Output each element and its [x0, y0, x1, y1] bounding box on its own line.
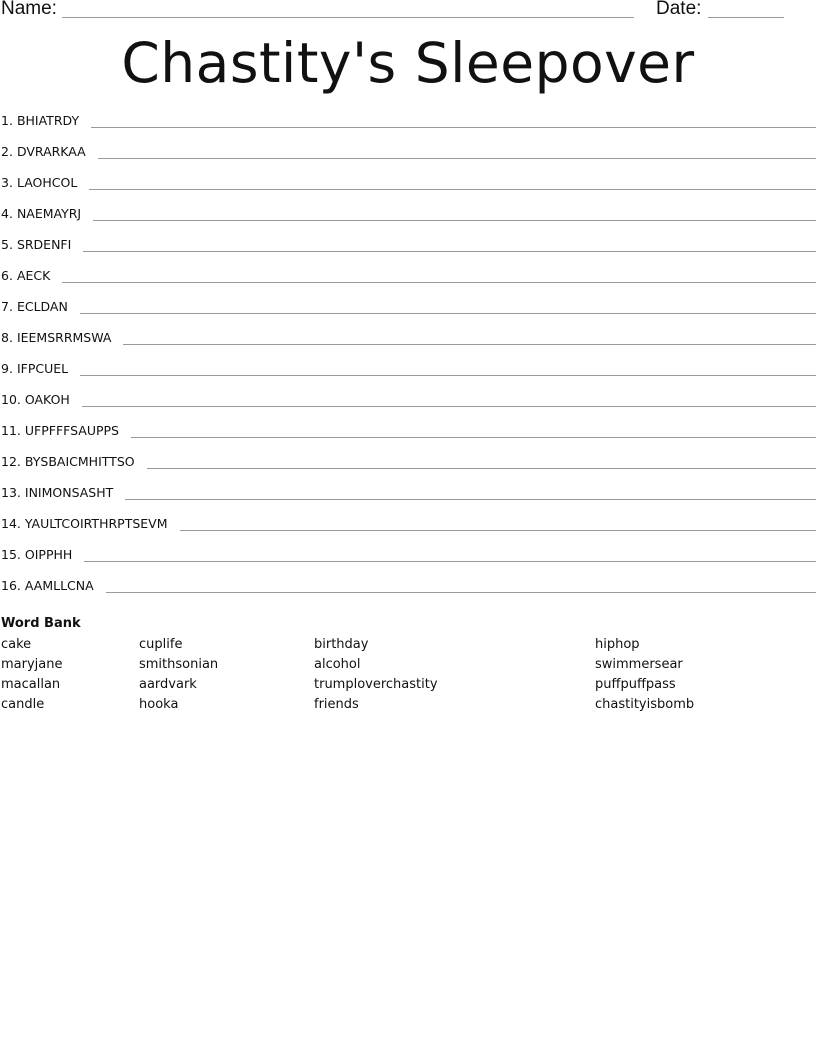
word-bank-word: maryjane	[1, 657, 63, 672]
answer-line[interactable]	[131, 437, 816, 438]
word-bank-word: candle	[1, 697, 45, 712]
puzzle-label	[0, 516, 168, 532]
puzzle-row	[0, 268, 816, 299]
puzzle-number: 15.	[1, 547, 21, 562]
puzzle-label	[0, 113, 79, 129]
word-bank-column	[1, 635, 62, 715]
word-bank-word: cuplife	[139, 637, 183, 652]
word-bank-title: Word Bank	[1, 616, 81, 631]
puzzle-label	[0, 237, 71, 253]
word-bank-word: friends	[314, 697, 359, 712]
puzzle-number: 1.	[1, 113, 13, 128]
scrambled-word: INIMONSASHT	[24, 485, 114, 500]
word-bank-column	[314, 635, 438, 715]
answer-line[interactable]	[80, 375, 816, 376]
puzzle-number: 3.	[1, 175, 13, 190]
answer-line[interactable]	[83, 251, 816, 252]
puzzle-number: 16.	[1, 578, 21, 593]
scrambled-word: UFPFFFSAUPPS	[24, 423, 119, 438]
puzzle-row	[0, 237, 816, 268]
puzzle-number: 4.	[1, 206, 13, 221]
puzzle-row	[0, 299, 816, 330]
word-bank-word: birthday	[314, 637, 369, 652]
answer-line[interactable]	[123, 344, 816, 345]
scrambled-word: ECLDAN	[16, 299, 68, 314]
puzzle-row	[0, 206, 816, 237]
word-bank-word: macallan	[1, 677, 61, 692]
puzzle-number: 8.	[1, 330, 13, 345]
puzzle-row	[0, 175, 816, 206]
scrambled-word: SRDENFI	[16, 237, 72, 252]
puzzle-row	[0, 454, 816, 485]
word-bank-grid	[0, 633, 816, 713]
answer-line[interactable]	[91, 127, 816, 128]
puzzle-number: 7.	[1, 299, 13, 314]
answer-line[interactable]	[125, 499, 816, 500]
puzzle-label	[0, 454, 135, 470]
puzzle-row	[0, 547, 816, 578]
answer-line[interactable]	[80, 313, 816, 314]
word-bank	[0, 615, 816, 713]
word-bank-word: cake	[1, 637, 32, 652]
scrambled-word: NAEMAYRJ	[16, 206, 82, 221]
scrambled-word: LAOHCOL	[16, 175, 78, 190]
word-bank-word: alcohol	[314, 657, 361, 672]
puzzle-label	[0, 206, 81, 222]
answer-line[interactable]	[180, 530, 816, 531]
word-bank-word: hooka	[139, 697, 179, 712]
puzzle-number: 11.	[1, 423, 21, 438]
puzzle-number: 2.	[1, 144, 13, 159]
puzzle-row	[0, 330, 816, 361]
puzzle-number: 5.	[1, 237, 13, 252]
puzzle-row	[0, 578, 816, 609]
scrambled-word: OAKOH	[24, 392, 70, 407]
answer-line[interactable]	[106, 592, 816, 593]
puzzle-row	[0, 144, 816, 175]
word-bank-word: puffpuffpass	[595, 677, 676, 692]
puzzle-row	[0, 392, 816, 423]
scrambled-word: AAMLLCNA	[24, 578, 94, 593]
scrambled-word: IFPCUEL	[16, 361, 69, 376]
puzzle-number: 12.	[1, 454, 21, 469]
puzzle-row	[0, 516, 816, 547]
puzzle-label	[0, 299, 68, 315]
puzzle-label	[0, 547, 72, 563]
puzzle-label	[0, 175, 77, 191]
word-bank-word: smithsonian	[139, 657, 219, 672]
scrambled-word: IEEMSRRMSWA	[16, 330, 112, 345]
scrambled-word: YAULTCOIRTHRPTSEVM	[24, 516, 168, 531]
puzzle-label	[0, 144, 86, 160]
puzzle-label	[0, 392, 70, 408]
scrambled-word: DVRARKAA	[16, 144, 86, 159]
date-field[interactable]	[708, 17, 784, 18]
scrambled-word: OIPPHH	[24, 547, 73, 562]
puzzle-label	[0, 330, 111, 346]
puzzle-number: 14.	[1, 516, 21, 531]
scrambled-word: AECK	[16, 268, 51, 283]
puzzle-row	[0, 423, 816, 454]
puzzle-number: 13.	[1, 485, 21, 500]
puzzle-label	[0, 361, 68, 377]
word-bank-word: aardvark	[139, 677, 197, 692]
puzzle-label	[0, 578, 94, 594]
name-date-header	[0, 0, 816, 24]
answer-line[interactable]	[147, 468, 816, 469]
word-bank-column	[139, 635, 218, 715]
name-label: Name:	[1, 0, 57, 19]
word-bank-word: trumploverchastity	[314, 677, 438, 692]
puzzle-row	[0, 361, 816, 392]
word-bank-word: chastityisbomb	[595, 697, 695, 712]
answer-line[interactable]	[82, 406, 816, 407]
puzzle-label	[0, 423, 119, 439]
page-title: Chastity's Sleepover	[121, 31, 695, 95]
word-bank-word: swimmersear	[595, 657, 683, 672]
scrambled-word: BYSBAICMHITTSO	[24, 454, 135, 469]
puzzle-number: 6.	[1, 268, 13, 283]
answer-line[interactable]	[84, 561, 816, 562]
name-field[interactable]	[62, 17, 634, 18]
puzzle-row	[0, 113, 816, 144]
word-bank-column	[595, 635, 694, 715]
answer-line[interactable]	[62, 282, 816, 283]
puzzle-number: 9.	[1, 361, 13, 376]
word-bank-word: hiphop	[595, 637, 640, 652]
puzzle-number: 10.	[1, 392, 21, 407]
scramble-list	[0, 113, 816, 609]
answer-line[interactable]	[93, 220, 816, 221]
date-label: Date:	[656, 0, 702, 19]
scrambled-word: BHIATRDY	[16, 113, 80, 128]
puzzle-label	[0, 485, 113, 501]
answer-line[interactable]	[89, 189, 816, 190]
puzzle-row	[0, 485, 816, 516]
answer-line[interactable]	[98, 158, 816, 159]
puzzle-label	[0, 268, 50, 284]
